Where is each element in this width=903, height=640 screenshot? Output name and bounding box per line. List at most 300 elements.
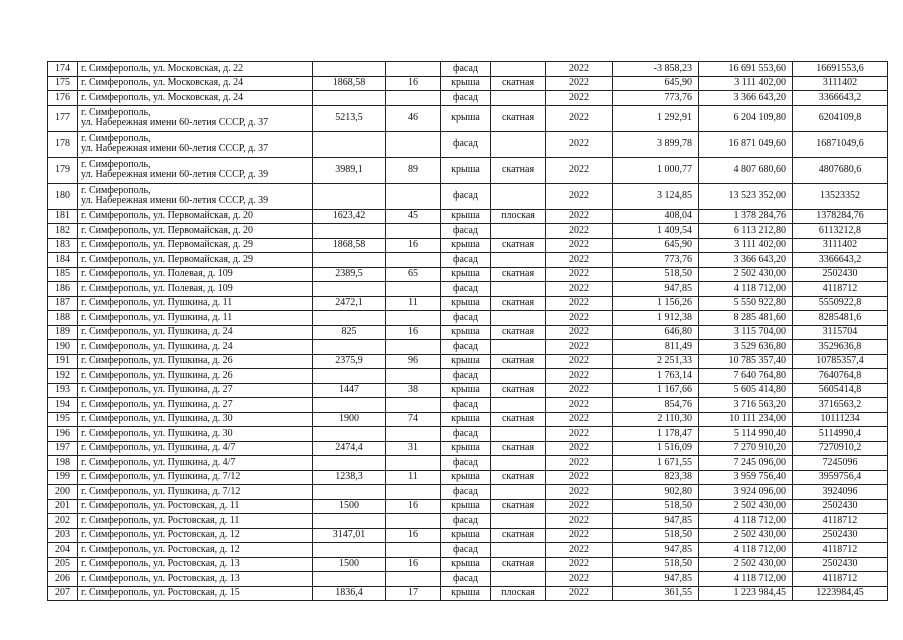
address-cell: г. Симферополь, ул. Первомайская, д. 20	[78, 224, 313, 239]
area-cell: 825	[313, 325, 386, 340]
table-row	[48, 543, 888, 558]
cost-cell: 2 502 430,00	[699, 528, 793, 543]
unit-price-cell: 646,80	[613, 325, 699, 340]
row-number-cell: 182	[48, 224, 78, 239]
total-cell: 2502430	[793, 528, 888, 543]
year-cell: 2022	[546, 76, 613, 91]
total-cell: 16691553,6	[793, 62, 888, 77]
row-number-cell: 197	[48, 441, 78, 456]
row-number-cell: 201	[48, 499, 78, 514]
total-cell: 8285481,6	[793, 311, 888, 326]
floors-cell	[386, 224, 441, 239]
floors-cell: 45	[386, 209, 441, 224]
table-row	[48, 456, 888, 471]
floors-cell: 89	[386, 157, 441, 183]
year-cell: 2022	[546, 282, 613, 297]
total-cell: 5550922,8	[793, 296, 888, 311]
table-body	[48, 62, 888, 601]
cost-cell: 2 502 430,00	[699, 499, 793, 514]
table-row	[48, 209, 888, 224]
year-cell: 2022	[546, 572, 613, 587]
total-cell: 4118712	[793, 543, 888, 558]
unit-price-cell: 1 671,55	[613, 456, 699, 471]
unit-price-cell: 947,85	[613, 572, 699, 587]
address-cell: г. Симферополь, ул. Полевая, д. 109	[78, 282, 313, 297]
unit-price-cell: 773,76	[613, 91, 699, 106]
floors-cell: 16	[386, 325, 441, 340]
floors-cell: 31	[386, 441, 441, 456]
area-cell	[313, 369, 386, 384]
unit-price-cell: 645,90	[613, 238, 699, 253]
row-number-cell: 207	[48, 586, 78, 601]
element-cell: фасад	[441, 340, 491, 355]
roof-type-cell	[491, 62, 546, 77]
unit-price-cell: 3 124,85	[613, 183, 699, 209]
roof-type-cell	[491, 456, 546, 471]
year-cell: 2022	[546, 470, 613, 485]
total-cell: 16871049,6	[793, 131, 888, 157]
floors-cell: 16	[386, 238, 441, 253]
cost-cell: 2 502 430,00	[699, 557, 793, 572]
element-cell: фасад	[441, 485, 491, 500]
roof-type-cell	[491, 427, 546, 442]
table-row	[48, 499, 888, 514]
unit-price-cell: 1 178,47	[613, 427, 699, 442]
floors-cell: 96	[386, 354, 441, 369]
cost-cell: 10 785 357,40	[699, 354, 793, 369]
element-cell: фасад	[441, 456, 491, 471]
table-row	[48, 157, 888, 183]
row-number-cell: 187	[48, 296, 78, 311]
floors-cell: 11	[386, 470, 441, 485]
roof-type-cell: скатная	[491, 383, 546, 398]
total-cell: 3366643,2	[793, 253, 888, 268]
floors-cell: 11	[386, 296, 441, 311]
year-cell: 2022	[546, 543, 613, 558]
roof-type-cell: скатная	[491, 441, 546, 456]
roof-type-cell: скатная	[491, 105, 546, 131]
total-cell: 5605414,8	[793, 383, 888, 398]
cost-cell: 4 118 712,00	[699, 514, 793, 529]
address-cell: г. Симферополь, ул. Пушкина, д. 24	[78, 340, 313, 355]
floors-cell	[386, 427, 441, 442]
total-cell: 4118712	[793, 572, 888, 587]
address-cell: г. Симферополь, ул. Ростовская, д. 13	[78, 557, 313, 572]
unit-price-cell: 518,50	[613, 557, 699, 572]
table-row	[48, 91, 888, 106]
table-row	[48, 485, 888, 500]
roof-type-cell: плоская	[491, 209, 546, 224]
unit-price-cell: 823,38	[613, 470, 699, 485]
year-cell: 2022	[546, 427, 613, 442]
year-cell: 2022	[546, 238, 613, 253]
table-row	[48, 441, 888, 456]
area-cell	[313, 282, 386, 297]
cost-cell: 3 111 402,00	[699, 238, 793, 253]
unit-price-cell: 1 156,26	[613, 296, 699, 311]
address-cell: г. Симферополь, ул. Пушкина, д. 4/7	[78, 456, 313, 471]
area-cell	[313, 485, 386, 500]
table-row	[48, 557, 888, 572]
table-row	[48, 325, 888, 340]
table-row	[48, 76, 888, 91]
address-cell: г. Симферополь, ул. Полевая, д. 109	[78, 267, 313, 282]
area-cell	[313, 91, 386, 106]
cost-cell: 4 118 712,00	[699, 543, 793, 558]
row-number-cell: 204	[48, 543, 78, 558]
unit-price-cell: 518,50	[613, 267, 699, 282]
area-cell: 3147,01	[313, 528, 386, 543]
table-row	[48, 224, 888, 239]
address-cell: г. Симферополь, ул. Пушкина, д. 24	[78, 325, 313, 340]
address-cell: г. Симферополь, ул. Ростовская, д. 11	[78, 499, 313, 514]
floors-cell	[386, 543, 441, 558]
element-cell: крыша	[441, 383, 491, 398]
area-cell	[313, 572, 386, 587]
floors-cell: 38	[386, 383, 441, 398]
floors-cell: 16	[386, 499, 441, 514]
unit-price-cell: 1 409,54	[613, 224, 699, 239]
element-cell: фасад	[441, 369, 491, 384]
cost-cell: 4 118 712,00	[699, 572, 793, 587]
area-cell: 1868,58	[313, 76, 386, 91]
row-number-cell: 191	[48, 354, 78, 369]
row-number-cell: 181	[48, 209, 78, 224]
address-cell: г. Симферополь, ул. Пушкина, д. 26	[78, 369, 313, 384]
address-cell: г. Симферополь, ул. Пушкина, д. 27	[78, 398, 313, 413]
area-cell: 2389,5	[313, 267, 386, 282]
cost-cell: 5 550 922,80	[699, 296, 793, 311]
year-cell: 2022	[546, 528, 613, 543]
address-cell: г. Симферополь, ул. Набережная имени 60-летия СССР, д. 37	[78, 105, 313, 131]
floors-cell	[386, 253, 441, 268]
unit-price-cell: 811,49	[613, 340, 699, 355]
area-cell	[313, 340, 386, 355]
floors-cell	[386, 131, 441, 157]
table-row	[48, 62, 888, 77]
address-cell: г. Симферополь, ул. Пушкина, д. 30	[78, 427, 313, 442]
table-row	[48, 131, 888, 157]
year-cell: 2022	[546, 398, 613, 413]
address-cell: г. Симферополь, ул. Московская, д. 24	[78, 91, 313, 106]
table-row	[48, 296, 888, 311]
roof-type-cell	[491, 398, 546, 413]
year-cell: 2022	[546, 485, 613, 500]
unit-price-cell: 902,80	[613, 485, 699, 500]
address-cell: г. Симферополь, ул. Набережная имени 60-летия СССР, д. 39	[78, 183, 313, 209]
row-number-cell: 185	[48, 267, 78, 282]
row-number-cell: 179	[48, 157, 78, 183]
row-number-cell: 183	[48, 238, 78, 253]
roof-type-cell	[491, 340, 546, 355]
table-row	[48, 383, 888, 398]
row-number-cell: 174	[48, 62, 78, 77]
roof-type-cell	[491, 514, 546, 529]
floors-cell	[386, 456, 441, 471]
area-cell	[313, 62, 386, 77]
row-number-cell: 189	[48, 325, 78, 340]
row-number-cell: 177	[48, 105, 78, 131]
address-cell: г. Симферополь, ул. Ростовская, д. 11	[78, 514, 313, 529]
element-cell: крыша	[441, 412, 491, 427]
cost-cell: 8 285 481,60	[699, 311, 793, 326]
element-cell: крыша	[441, 325, 491, 340]
element-cell: крыша	[441, 354, 491, 369]
element-cell: фасад	[441, 572, 491, 587]
unit-price-cell: 1 167,66	[613, 383, 699, 398]
roof-type-cell	[491, 543, 546, 558]
element-cell: крыша	[441, 557, 491, 572]
area-cell	[313, 311, 386, 326]
element-cell: фасад	[441, 427, 491, 442]
total-cell: 3924096	[793, 485, 888, 500]
roof-type-cell	[491, 253, 546, 268]
unit-price-cell: 361,55	[613, 586, 699, 601]
address-cell: г. Симферополь, ул. Пушкина, д. 7/12	[78, 485, 313, 500]
unit-price-cell: 1 912,38	[613, 311, 699, 326]
address-cell: г. Симферополь, ул. Пушкина, д. 11	[78, 311, 313, 326]
cost-cell: 6 204 109,80	[699, 105, 793, 131]
table-row	[48, 183, 888, 209]
total-cell: 13523352	[793, 183, 888, 209]
row-number-cell: 200	[48, 485, 78, 500]
element-cell: крыша	[441, 441, 491, 456]
unit-price-cell: 1 000,77	[613, 157, 699, 183]
element-cell: крыша	[441, 499, 491, 514]
table-row	[48, 340, 888, 355]
row-number-cell: 199	[48, 470, 78, 485]
roof-type-cell: скатная	[491, 499, 546, 514]
row-number-cell: 188	[48, 311, 78, 326]
unit-price-cell: 773,76	[613, 253, 699, 268]
unit-price-cell: 518,50	[613, 499, 699, 514]
roof-type-cell	[491, 572, 546, 587]
table-row	[48, 427, 888, 442]
floors-cell: 74	[386, 412, 441, 427]
year-cell: 2022	[546, 311, 613, 326]
roof-type-cell	[491, 91, 546, 106]
address-cell: г. Симферополь, ул. Пушкина, д. 26	[78, 354, 313, 369]
roof-type-cell: скатная	[491, 412, 546, 427]
year-cell: 2022	[546, 224, 613, 239]
row-number-cell: 175	[48, 76, 78, 91]
row-number-cell: 196	[48, 427, 78, 442]
area-cell	[313, 253, 386, 268]
floors-cell	[386, 514, 441, 529]
repair-cost-table	[47, 61, 888, 601]
area-cell: 2472,1	[313, 296, 386, 311]
table-row	[48, 267, 888, 282]
area-cell: 2474,4	[313, 441, 386, 456]
total-cell: 4118712	[793, 282, 888, 297]
floors-cell: 16	[386, 557, 441, 572]
address-cell: г. Симферополь, ул. Пушкина, д. 11	[78, 296, 313, 311]
cost-cell: 3 529 636,80	[699, 340, 793, 355]
roof-type-cell	[491, 131, 546, 157]
year-cell: 2022	[546, 62, 613, 77]
year-cell: 2022	[546, 354, 613, 369]
row-number-cell: 178	[48, 131, 78, 157]
row-number-cell: 193	[48, 383, 78, 398]
row-number-cell: 184	[48, 253, 78, 268]
cost-cell: 6 113 212,80	[699, 224, 793, 239]
element-cell: крыша	[441, 528, 491, 543]
floors-cell	[386, 62, 441, 77]
floors-cell	[386, 183, 441, 209]
cost-cell: 7 245 096,00	[699, 456, 793, 471]
year-cell: 2022	[546, 209, 613, 224]
address-cell: г. Симферополь, ул. Первомайская, д. 20	[78, 209, 313, 224]
cost-cell: 7 640 764,80	[699, 369, 793, 384]
total-cell: 6113212,8	[793, 224, 888, 239]
row-number-cell: 203	[48, 528, 78, 543]
total-cell: 3115704	[793, 325, 888, 340]
total-cell: 1223984,45	[793, 586, 888, 601]
element-cell: крыша	[441, 267, 491, 282]
roof-type-cell: скатная	[491, 325, 546, 340]
element-cell: фасад	[441, 62, 491, 77]
area-cell	[313, 427, 386, 442]
year-cell: 2022	[546, 456, 613, 471]
element-cell: крыша	[441, 157, 491, 183]
element-cell: фасад	[441, 282, 491, 297]
row-number-cell: 186	[48, 282, 78, 297]
total-cell: 2502430	[793, 557, 888, 572]
row-number-cell: 195	[48, 412, 78, 427]
unit-price-cell: 1 763,14	[613, 369, 699, 384]
year-cell: 2022	[546, 586, 613, 601]
table-row	[48, 412, 888, 427]
address-cell: г. Симферополь, ул. Набережная имени 60-летия СССР, д. 37	[78, 131, 313, 157]
roof-type-cell: скатная	[491, 528, 546, 543]
floors-cell	[386, 91, 441, 106]
floors-cell: 16	[386, 76, 441, 91]
address-cell: г. Симферополь, ул. Пушкина, д. 27	[78, 383, 313, 398]
cost-cell: 1 378 284,76	[699, 209, 793, 224]
area-cell: 1836,4	[313, 586, 386, 601]
unit-price-cell: 645,90	[613, 76, 699, 91]
cost-cell: 3 111 402,00	[699, 76, 793, 91]
year-cell: 2022	[546, 183, 613, 209]
roof-type-cell: скатная	[491, 157, 546, 183]
table-row	[48, 470, 888, 485]
cost-cell: 3 959 756,40	[699, 470, 793, 485]
total-cell: 2502430	[793, 499, 888, 514]
element-cell: крыша	[441, 296, 491, 311]
total-cell: 6204109,8	[793, 105, 888, 131]
element-cell: фасад	[441, 183, 491, 209]
address-cell: г. Симферополь, ул. Первомайская, д. 29	[78, 238, 313, 253]
roof-type-cell	[491, 224, 546, 239]
cost-cell: 3 716 563,20	[699, 398, 793, 413]
table-row	[48, 514, 888, 529]
row-number-cell: 198	[48, 456, 78, 471]
table-row	[48, 282, 888, 297]
table-row	[48, 311, 888, 326]
floors-cell: 17	[386, 586, 441, 601]
unit-price-cell: 3 899,78	[613, 131, 699, 157]
address-cell: г. Симферополь, ул. Московская, д. 22	[78, 62, 313, 77]
unit-price-cell: 947,85	[613, 282, 699, 297]
cost-cell: 16 871 049,60	[699, 131, 793, 157]
roof-type-cell: скатная	[491, 354, 546, 369]
unit-price-cell: -3 858,23	[613, 62, 699, 77]
address-cell: г. Симферополь, ул. Ростовская, д. 13	[78, 572, 313, 587]
floors-cell: 65	[386, 267, 441, 282]
unit-price-cell: 518,50	[613, 528, 699, 543]
unit-price-cell: 2 251,33	[613, 354, 699, 369]
area-cell: 2375,9	[313, 354, 386, 369]
table-row	[48, 105, 888, 131]
row-number-cell: 176	[48, 91, 78, 106]
area-cell	[313, 398, 386, 413]
table-row	[48, 398, 888, 413]
table-row	[48, 528, 888, 543]
area-cell: 1500	[313, 557, 386, 572]
roof-type-cell: скатная	[491, 296, 546, 311]
floors-cell	[386, 282, 441, 297]
area-cell: 1238,3	[313, 470, 386, 485]
year-cell: 2022	[546, 441, 613, 456]
cost-cell: 1 223 984,45	[699, 586, 793, 601]
table-row	[48, 369, 888, 384]
area-cell	[313, 131, 386, 157]
total-cell: 4118712	[793, 514, 888, 529]
cost-cell: 4 118 712,00	[699, 282, 793, 297]
address-cell: г. Симферополь, ул. Пушкина, д. 4/7	[78, 441, 313, 456]
unit-price-cell: 947,85	[613, 543, 699, 558]
element-cell: фасад	[441, 253, 491, 268]
roof-type-cell: скатная	[491, 238, 546, 253]
cost-cell: 3 366 643,20	[699, 253, 793, 268]
element-cell: крыша	[441, 586, 491, 601]
total-cell: 7640764,8	[793, 369, 888, 384]
year-cell: 2022	[546, 340, 613, 355]
total-cell: 3111402	[793, 238, 888, 253]
year-cell: 2022	[546, 557, 613, 572]
unit-price-cell: 408,04	[613, 209, 699, 224]
element-cell: фасад	[441, 543, 491, 558]
unit-price-cell: 854,76	[613, 398, 699, 413]
floors-cell: 16	[386, 528, 441, 543]
element-cell: крыша	[441, 209, 491, 224]
address-cell: г. Симферополь, ул. Первомайская, д. 29	[78, 253, 313, 268]
area-cell: 1500	[313, 499, 386, 514]
area-cell: 1868,58	[313, 238, 386, 253]
unit-price-cell: 947,85	[613, 514, 699, 529]
year-cell: 2022	[546, 412, 613, 427]
roof-type-cell	[491, 485, 546, 500]
element-cell: фасад	[441, 224, 491, 239]
unit-price-cell: 1 292,91	[613, 105, 699, 131]
year-cell: 2022	[546, 253, 613, 268]
area-cell: 1447	[313, 383, 386, 398]
cost-cell: 5 605 414,80	[699, 383, 793, 398]
cost-cell: 5 114 990,40	[699, 427, 793, 442]
floors-cell	[386, 485, 441, 500]
table-row	[48, 572, 888, 587]
cost-cell: 3 924 096,00	[699, 485, 793, 500]
area-cell: 1623,42	[313, 209, 386, 224]
total-cell: 3366643,2	[793, 91, 888, 106]
year-cell: 2022	[546, 296, 613, 311]
cost-cell: 4 807 680,60	[699, 157, 793, 183]
total-cell: 3716563,2	[793, 398, 888, 413]
row-number-cell: 206	[48, 572, 78, 587]
area-cell	[313, 514, 386, 529]
area-cell: 5213,5	[313, 105, 386, 131]
row-number-cell: 190	[48, 340, 78, 355]
